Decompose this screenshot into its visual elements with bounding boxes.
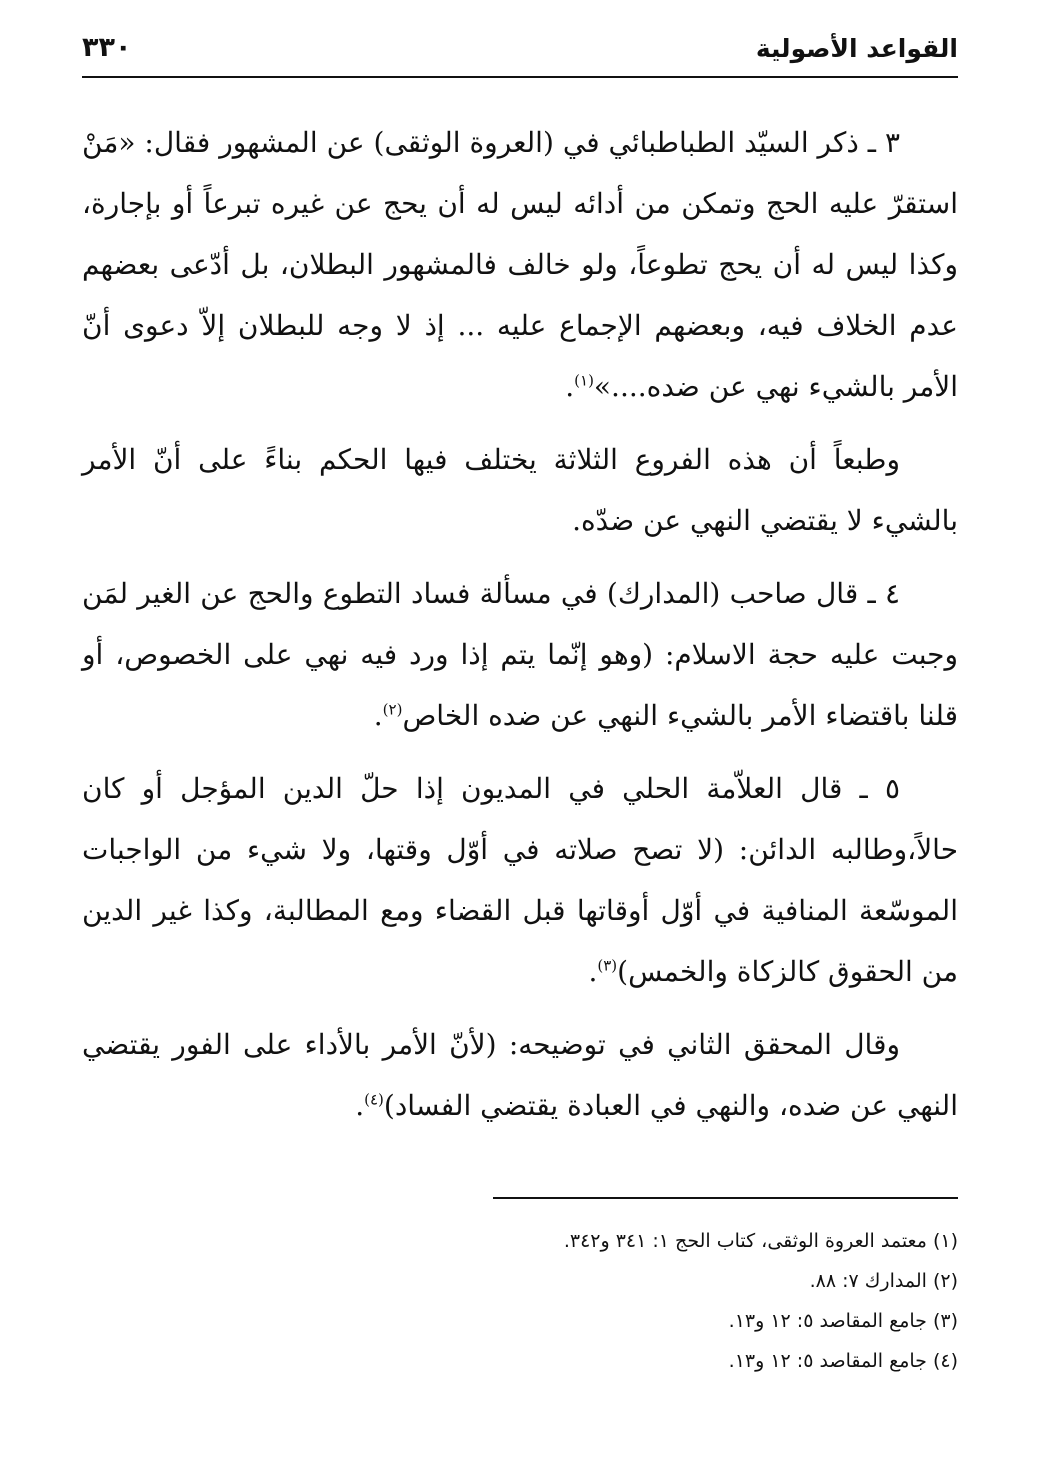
body-text [82,112,958,1148]
paragraph-5 [82,758,958,1002]
paragraph-text: ٥ ـ قال العلاّمة الحلي في المديون إذا حلّ الدين المؤجل أو كان حالاً،وطالبه الدائن: (لا تصح صلاته في أوّل وقتها، ولا شيء من الواجبات الموسّعة المنافية في أوّل أوقاتها قبل القضاء ومع المطالبة، وكذا غير الدين من الحقوق كالزكاة والخمس) [82,772,958,988]
paragraph-4 [82,563,958,746]
running-title: القواعد الأصولية [755,34,958,63]
footnote-3: (٣) جامع المقاصد ٥: ١٢ و١٣. [728,1310,958,1332]
paragraph-end: . [373,699,383,732]
footnote-1: (١) معتمد العروة الوثقى، كتاب الحج ١: ٣٤١ و٣٤٢. [563,1230,958,1252]
paragraph-comment [82,429,958,551]
footnote-ref: (٢) [382,700,403,719]
paragraph-text: ٤ ـ قال صاحب (المدارك) في مسألة فساد التطوع والحج عن الغير لمَن وجبت عليه حجة الاسلام: (وهو إنّما يتم إذا ورد فيه نهي على الخصوص، أو قلنا باقتضاء الأمر بالشيء النهي عن ضده الخاص [82,577,958,732]
footnotes [82,1197,958,1381]
paragraph-text: ٣ ـ ذكر السيّد الطباطبائي في (العروة الوثقى) عن المشهور فقال: «مَنْ استقرّ عليه الحج وتمكن من أدائه ليس له أن يحج عن غيره تبرعاً أو بإجارة، وكذا ليس له أن يحج تطوعاً، ولو خالف فالمشهور البطلان، بل أدّعى بعضهم عدم الخلاف فيه، وبعضهم الإجماع عليه ... إذ لا وجه للبطلان إلاّ دعوى أنّ الأمر بالشيء نهي عن ضده....» [82,126,958,403]
paragraph-end: . [355,1089,365,1122]
page-number: ٣٣٠ [82,32,132,63]
footnote-ref: (٤) [364,1090,384,1109]
paragraph-text: وطبعاً أن هذه الفروع الثلاثة يختلف فيها الحكم بناءً على أنّ الأمر بالشيء لا يقتضي النهي عن ضدّه. [82,443,958,537]
footnote-4: (٤) جامع المقاصد ٥: ١٢ و١٣. [728,1350,958,1372]
paragraph-3 [82,112,958,417]
page-header [82,28,958,78]
paragraph-end: . [588,955,598,988]
footnote-ref: (٣) [597,956,618,975]
footnote-divider [493,1197,958,1199]
paragraph-text: وقال المحقق الثاني في توضيحه: (لأنّ الأمر بالأداء على الفور يقتضي النهي عن ضده، والنهي في العبادة يقتضي الفساد) [82,1028,958,1122]
paragraph-muhaqqiq [82,1014,958,1136]
footnote-2: (٢) المدارك ٧: ٨٨. [809,1270,958,1292]
footnote-ref: (١) [574,371,594,390]
paragraph-end: . [565,370,575,403]
